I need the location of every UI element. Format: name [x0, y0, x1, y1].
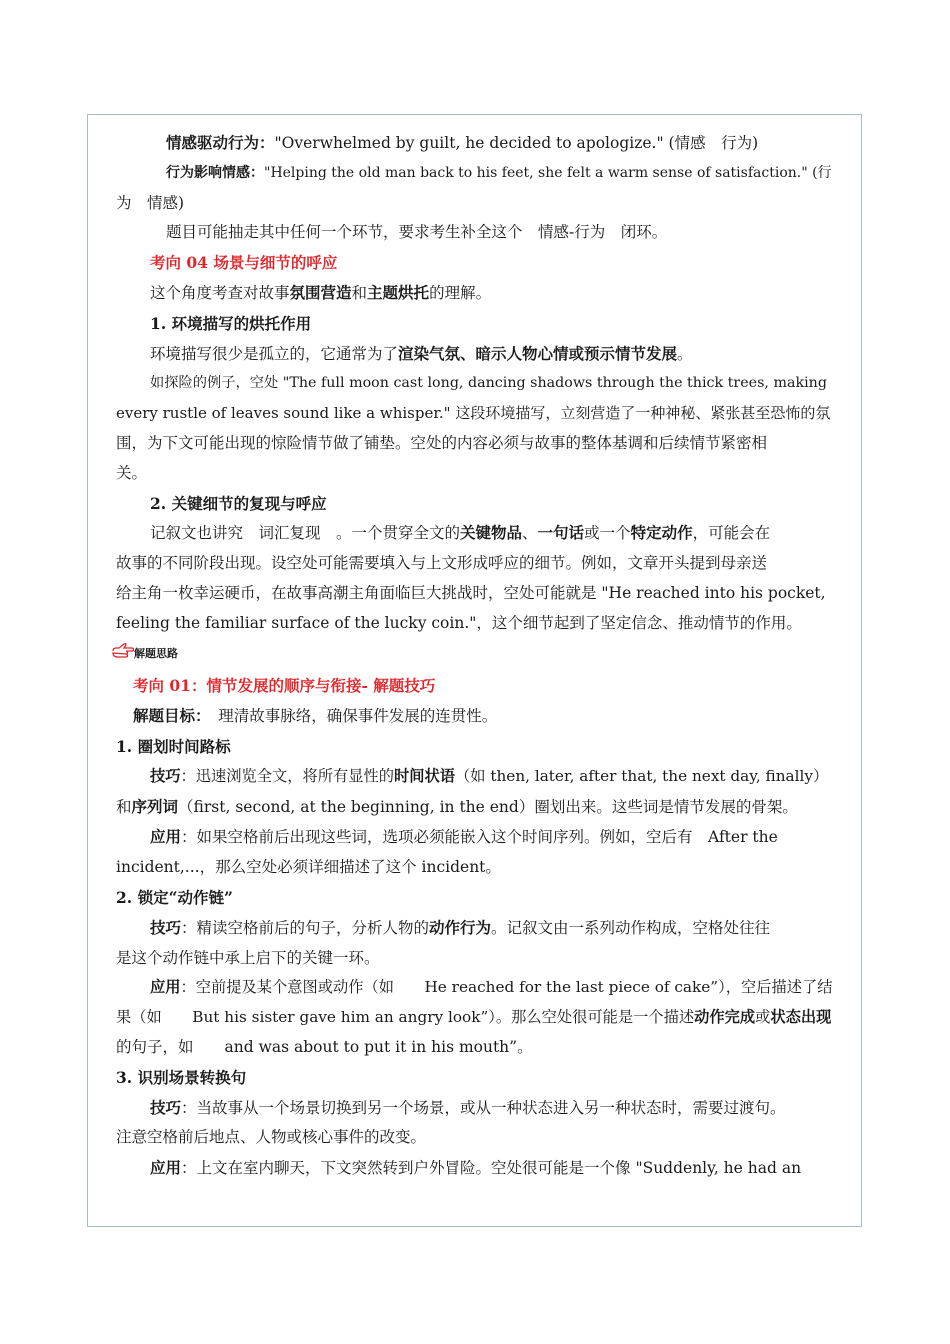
paragraph-detail-l4: feeling the familiar surface of the lucky coin."，这个细节起到了坚定信念、推动情节的作用。	[116, 613, 802, 632]
paragraph-environment-2-l2: every rustle of leaves sound like a whisper." 这段环境描写，立刻营造了一种神秘、紧张甚至恐怖的氛	[116, 404, 831, 423]
paragraph-environment-2: 如探险的例子，空处 "The full moon cast long, dancing shadows through the thick trees, making	[150, 375, 827, 392]
solution-heading: 解题思路	[112, 639, 836, 672]
action-emotion-line-cont: 为 情感)	[116, 193, 185, 212]
document-body	[116, 128, 836, 1184]
subheading-environment: 1. 环境描写的烘托作用	[150, 313, 312, 333]
step3-tip-l2: 注意空格前后地点、人物或核心事件的改变。	[116, 1128, 427, 1147]
step2-app-l3: 的句子，如 and was about to put it in his mouth”。	[116, 1037, 533, 1056]
emotion-action-label: 情感驱动行为：	[166, 133, 275, 152]
paragraph-detail-l2: 故事的不同阶段出现。设空处可能需要填入与上文形成呼应的细节。例如，文章开头提到母亲送	[116, 554, 768, 573]
step1-app-l1: 应用：如果空格前后出现这些词，选项必须能嵌入这个时间序列。例如，空后有 After the	[150, 827, 778, 847]
action-emotion-line: 行为影响情感："Helping the old man back to his feet, she felt a warm sense of satisfaction." (行	[166, 164, 832, 181]
direction04-heading: 考向 04 场景与细节的呼应	[150, 253, 338, 273]
step2-app-l1: 应用：空前提及某个意图或动作（如 He reached for the last piece of cake”），空后描述了结	[150, 978, 833, 997]
step3-app-l1: 应用：上文在室内聊天，下文突然转到户外冒险。空处很可能是一个像 "Suddenly, he had an	[150, 1158, 802, 1178]
step2-app-l2: 果（如 But his sister gave him an angry look”）。那么空处很可能是一个描述动作完成或状态出现	[116, 1008, 832, 1027]
emotion-action-line: 情感驱动行为："Overwhelmed by guilt, he decided to apologize." (情感 行为)	[166, 133, 759, 152]
step3-tip-l1: 技巧：当故事从一个场景切换到另一个场景，或从一种状态进入另一种状态时，需要过渡句。	[150, 1097, 786, 1117]
paragraph-environment-2-l3: 围，为下文可能出现的惊险情节做了铺垫。空处的内容必须与故事的整体基调和后续情节紧密相	[116, 433, 768, 452]
paragraph-environment-2-l4: 关。	[116, 463, 148, 482]
step1-tip-l2: 和序列词（first, second, at the beginning, in the end）圈划出来。这些词是情节发展的骨架。	[116, 796, 798, 816]
step1-title: 1. 圈划时间路标	[116, 736, 231, 756]
subheading-detail-echo: 2. 关键细节的复现与呼应	[150, 493, 327, 513]
direction04-intro: 这个角度考查对故事氛围营造和主题烘托的理解。	[150, 282, 492, 302]
step2-tip-l1: 技巧：精读空格前后的句子，分析人物的动作行为。记叙文由一系列动作构成，空格处往往	[150, 917, 771, 937]
step1-app-l2: incident,...，那么空处必须详细描述了这个 incident。	[116, 858, 501, 877]
action-emotion-label: 行为影响情感：	[166, 164, 264, 181]
step2-title: 2. 锁定“动作链”	[116, 887, 233, 907]
goal-line: 解题目标： 理清故事脉络，确保事件发展的连贯性。	[133, 706, 498, 726]
pointing-hand-icon	[112, 642, 134, 672]
step2-tip-l2: 是这个动作链中承上启下的关键一环。	[116, 948, 380, 967]
paragraph-environment-1: 环境描写很少是孤立的，它通常为了渲染气氛、暗示人物心情或预示情节发展。	[150, 343, 693, 363]
step1-tip-l1: 技巧：迅速浏览全文，将所有显性的时间状语（如 then, later, after that, the next day, finally）	[150, 766, 829, 785]
step3-title: 3. 识别场景转换句	[116, 1067, 247, 1087]
direction01-heading: 考向 01：情节发展的顺序与衔接- 解题技巧	[133, 676, 436, 696]
closing-line: 题目可能抽走其中任何一个环节，要求考生补全这个 情感-行为 闭环。	[166, 223, 668, 242]
paragraph-detail-l3: 给主角一枚幸运硬币，在故事高潮主角面临巨大挑战时，空处可能就是 "He reached into his pocket,	[116, 583, 826, 602]
paragraph-detail-l1: 记叙文也讲究 词汇复现 。一个贯穿全文的关键物品、一句话或一个特定动作，可能会在	[150, 523, 771, 543]
